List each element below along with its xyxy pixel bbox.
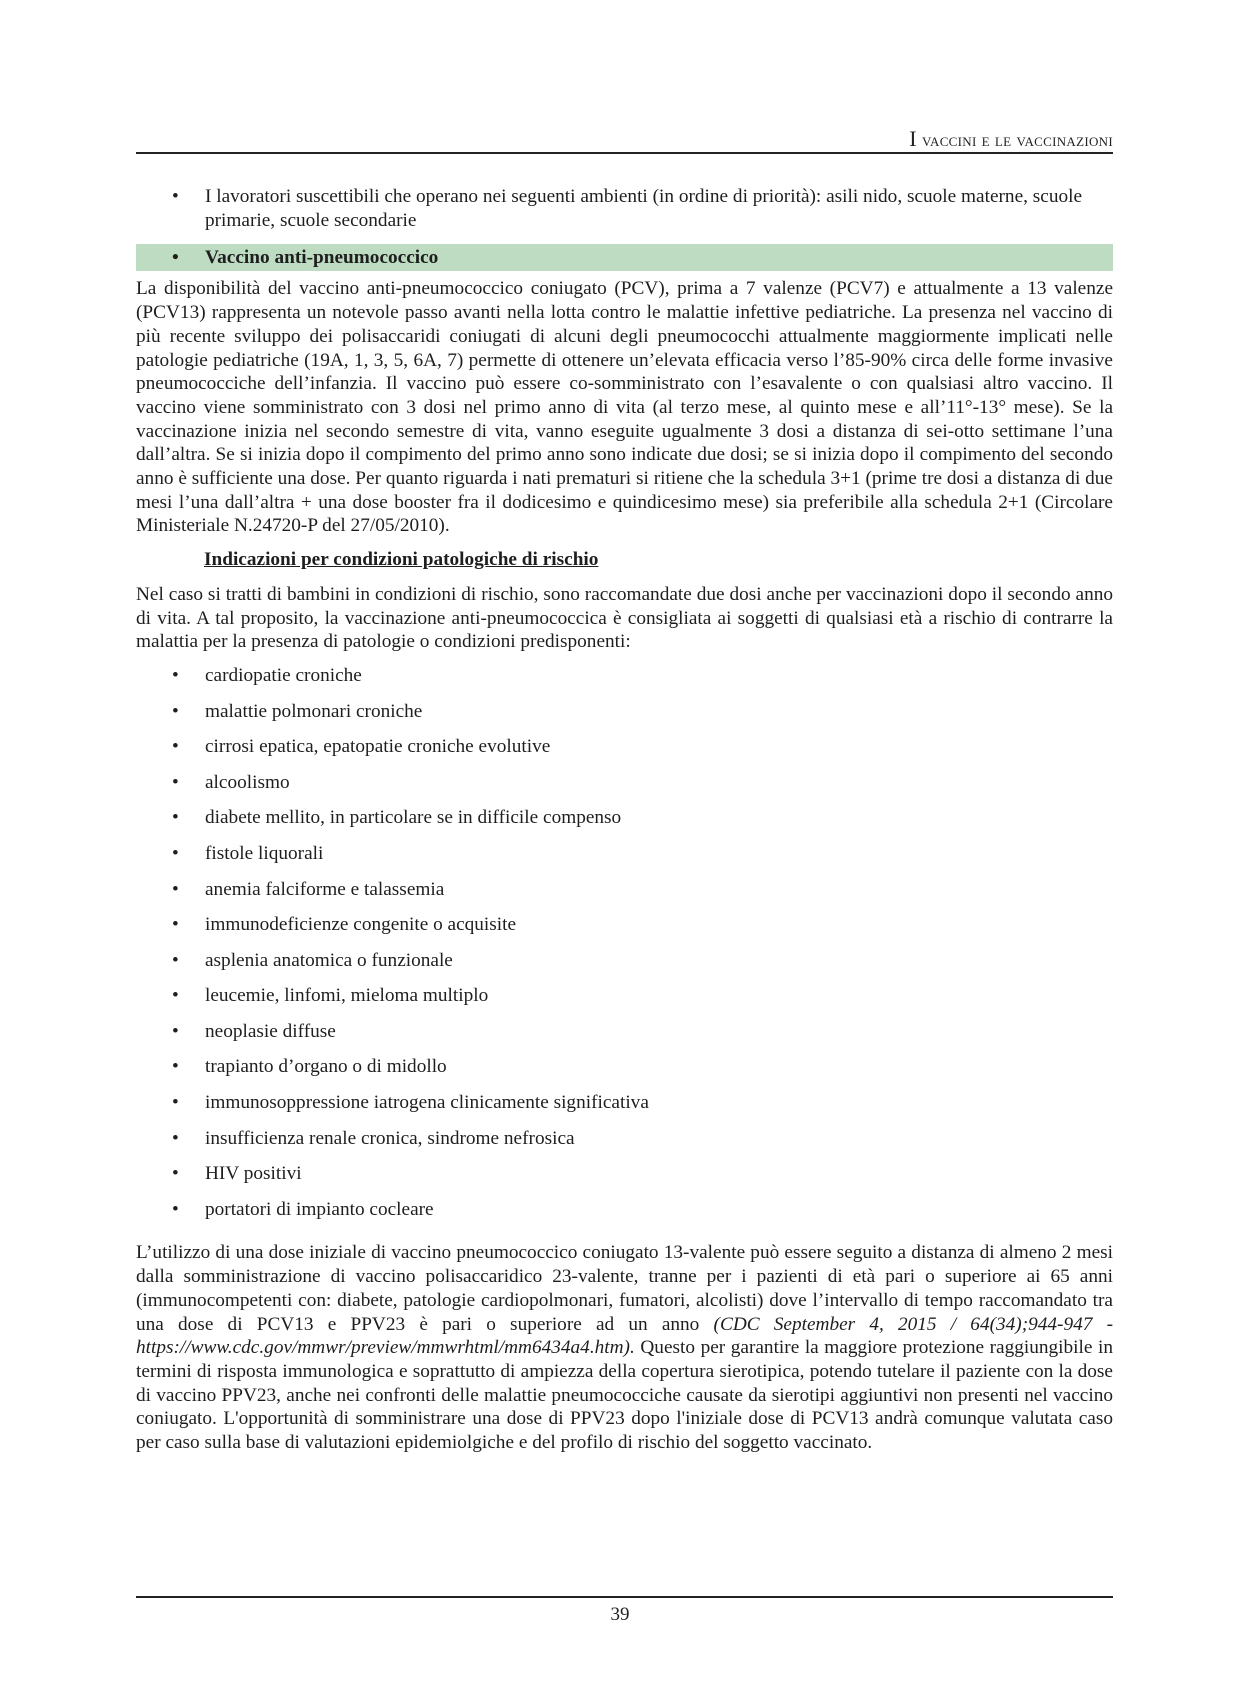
list-item-text: neoplasie diffuse <box>205 1020 336 1042</box>
list-item-text: diabete mellito, in particolare se in difficile compenso <box>205 807 622 829</box>
list-item-text: asplenia anatomica o funzionale <box>205 949 453 971</box>
bullet-icon: • <box>172 914 179 936</box>
list-item <box>136 700 1113 736</box>
bullet-icon: • <box>172 1092 179 1114</box>
list-item <box>136 913 1113 949</box>
bullet-icon: • <box>172 949 179 971</box>
citation: (CDC September 4, 2015 / 64(34);944-947 - https://www.cdc.gov/mmwr/preview/mmwrhtml/mm6434a4.htm). <box>136 1313 1114 1359</box>
footer-rule <box>136 1596 1113 1598</box>
page-number: 39 <box>610 1604 630 1625</box>
bullet-icon: • <box>172 1127 179 1149</box>
paragraph-text: L’utilizzo di una dose iniziale di vaccino pneumococcico coniugato 13-valente può essere seguito a distanza di almeno 2 mesi dalla somministrazione di vaccino polisaccaridico 23-valente, tranne per i pazienti di età pari o superiore ai 65 anni (immunocompetenti con: diabete, patologie cardiopolmonari, fumatori, alcolisti) dove l’intervallo di tempo raccomandato tra una dose di PCV13 e PPV23 è pari o superiore ad un anno <box>136 1242 1113 1335</box>
bullet-icon: • <box>172 1198 179 1220</box>
paragraph <box>136 1241 1113 1454</box>
paragraph-text: Questo per garantire la maggiore protezione raggiungibile in termini di risposta immunologica e soprattutto di ampiezza della copertura sierotipica, potendo tutelare il paziente con la dose di vaccino PPV23, anche nei confronti delle malattie pneumococciche causate da sierotipi aggiuntivi non presenti nel vaccino coniugato. L'opportunità di somministrare una dose di PPV23 dopo l'iniziale dose di PCV13 andrà comunque valutata caso per caso sulla base di valutazioni epidemiolgiche e del profilo di rischio del soggetto vaccinato. <box>136 1337 1113 1454</box>
list-item-text: alcoolismo <box>205 771 290 793</box>
list-item-text: immunosoppressione iatrogena clinicamente significativa <box>205 1092 649 1114</box>
list-item-text: HIV positivi <box>205 1163 302 1185</box>
subheading: Indicazioni per condizioni patologiche di rischio <box>204 549 599 571</box>
header-title-rest: vaccini e le vaccinazioni <box>922 130 1113 151</box>
list-item <box>136 664 1113 700</box>
list-item-text: anemia falciforme e talassemia <box>205 878 445 900</box>
list-item <box>136 842 1113 878</box>
list-item <box>136 1055 1113 1091</box>
risk-conditions-list <box>136 664 1113 1234</box>
bullet-icon: • <box>172 842 179 864</box>
list-item <box>136 1091 1113 1127</box>
bullet-icon: • <box>172 700 179 722</box>
list-item-text: insufficienza renale cronica, sindrome nefrosica <box>205 1127 575 1149</box>
list-item <box>136 878 1113 914</box>
list-item <box>136 771 1113 807</box>
header-initial: I <box>909 126 917 151</box>
bullet-icon: • <box>172 1056 179 1078</box>
list-item-text: portatori di impianto cocleare <box>205 1198 434 1220</box>
bullet-icon: • <box>172 247 179 269</box>
list-item <box>136 984 1113 1020</box>
bullet-icon: • <box>172 736 179 758</box>
bullet-icon: • <box>172 186 179 207</box>
list-item <box>136 185 1113 232</box>
paragraph: La disponibilità del vaccino anti-pneumococcico coniugato (PCV), prima a 7 valenze (PCV7) e attualmente a 13 valenze (PCV13) rappresenta un notevole passo avanti nella lotta contro le malattie infettive pediatriche. La presenza nel vaccino di più recente sviluppo dei polisaccaridi coniugati di alcuni degli pneumococchi attualmente maggiormente implicati nelle patologie pediatriche (19A, 1, 3, 5, 6A, 7) permette di ottenere un’elevata efficacia verso l’85-90% circa delle forme invasive pneumococciche dell’infanzia. Il vaccino può essere co-somministrato con l’esavalente o con qualsiasi altro vaccino. Il vaccino viene somministrato con 3 dosi nel primo anno di vita (al terzo mese, al quinto mese e all’11°-13° mese). Se la vaccinazione inizia nel secondo semestre di vita, vanno eseguite ugualmente 3 dosi a distanza di sei-otto settimane l’una dall’altra. Se si inizia dopo il compimento del primo anno sono indicate due dosi; se si inizia dopo il compimento del secondo anno è sufficiente una dose. Per quanto riguarda i nati prematuri si ritiene che la schedula 3+1 (prime tre dosi a distanza di due mesi l’una dall’altra + una dose booster fra il dodicesimo e quindicesimo mese) sia preferibile alla schedula 2+1 (Circolare Ministeriale N.24720-P del 27/05/2010). <box>136 278 1113 537</box>
list-item <box>136 806 1113 842</box>
bullet-icon: • <box>172 1020 179 1042</box>
page-body <box>136 185 1113 1455</box>
list-item <box>136 1020 1113 1056</box>
section-heading <box>136 244 1113 271</box>
list-item-text: fistole liquorali <box>205 842 324 864</box>
list-item <box>136 1198 1113 1234</box>
bullet-icon: • <box>172 985 179 1007</box>
list-item-text: leucemie, linfomi, mieloma multiplo <box>205 985 489 1007</box>
running-header <box>909 126 1113 152</box>
bullet-icon: • <box>172 878 179 900</box>
bullet-icon: • <box>172 1163 179 1185</box>
header-rule <box>136 152 1113 154</box>
list-item-text: cardiopatie croniche <box>205 664 362 686</box>
bullet-icon: • <box>172 664 179 686</box>
list-item <box>136 1127 1113 1163</box>
list-item-text: trapianto d’organo o di midollo <box>205 1056 447 1078</box>
section-title: Vaccino anti-pneumococcico <box>205 247 439 269</box>
bullet-icon: • <box>172 807 179 829</box>
list-item-text: immunodeficienze congenite o acquisite <box>205 914 517 936</box>
list-item-text: I lavoratori suscettibili che operano nei seguenti ambienti (in ordine di priorità): asili nido, scuole materne, scuole primarie, scuole secondarie <box>205 186 1083 231</box>
list-item-text: cirrosi epatica, epatopatie croniche evolutive <box>205 736 551 758</box>
bullet-icon: • <box>172 771 179 793</box>
list-item <box>136 735 1113 771</box>
list-item <box>136 1162 1113 1198</box>
paragraph: Nel caso si tratti di bambini in condizioni di rischio, sono raccomandate due dosi anche per vaccinazioni dopo il secondo anno di vita. A tal proposito, la vaccinazione anti-pneumococcica è consigliata ai soggetti di qualsiasi età a rischio di contrarre la malattia per la presenza di patologie o condizioni predisponenti: <box>136 583 1113 653</box>
list-item-text: malattie polmonari croniche <box>205 700 423 722</box>
list-item <box>136 949 1113 985</box>
